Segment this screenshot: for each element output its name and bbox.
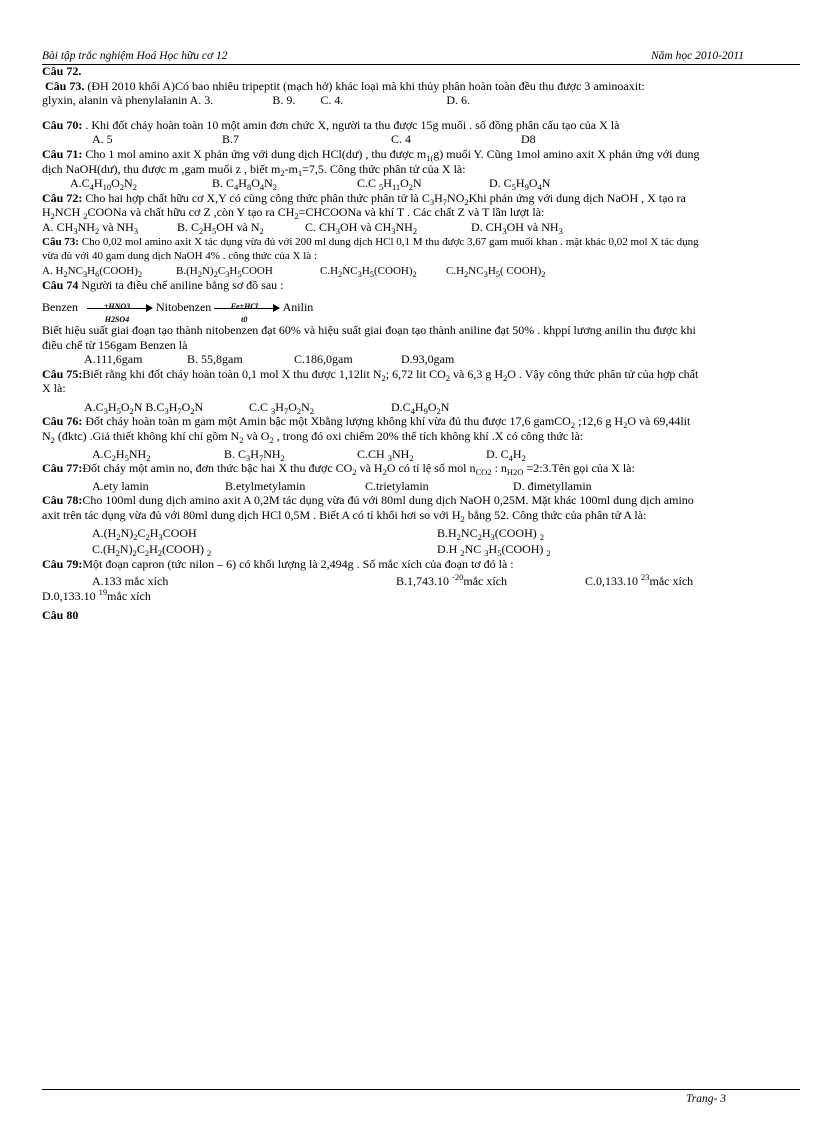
question-72-heading: Câu 72. — [42, 64, 82, 78]
reaction-arrow-2: Fe+HCl t0 — [214, 301, 280, 315]
question-74-body: Biết hiệu suất giai đoạn tạo thành nitobenzen đạt 60% và hiệu suất giai đoạn tạo thành aniline đạt 50% . khppí lương anilin thu được khi điều chế từ 156gam Benzen là — [42, 322, 696, 352]
question-77-options: A.ety lamin B.etylmetylamin C.trietylamin D. đimetyllamin — [92, 478, 592, 493]
question-76-options: $A.C_2H_5NH_2$ B. $C_3H_7NH_2$ C.CH $_3NH_2$ D. $C_4H_2$ — [92, 446, 526, 463]
question-75: Câu 75:Biết rằng khi đốt cháy hoàn toàn 0,1 mol X thu được 1,12lit $N_2$; 6,72 lit $CO_2$ và 6,3 g $H_2O$ . Vậy công thức phân tử của hợp chất X là: — [42, 366, 699, 396]
question-78-options-row1: $A.(H_2N)_2C_2H_3COOH$ $B.H_2NC_2H_3(COOH)$ $_2$ — [92, 525, 545, 542]
header-title: Bài tập trắc nghiệm Hoá Học hữu cơ 12 — [42, 50, 228, 62]
question-73b-options: A. $H_2NC_3H_6(COOH)_2$ $B.(H_2N)_2C_3H_5COOH$ $C.H_2NC_3H_5(COOH)_2$ $C.H_2NC_3H_5$( $COOH)_2$ — [42, 264, 546, 279]
question-70: Câu 70: . Khi đốt cháy hoàn toàn 10 một amin đơn chức X, người ta thu được 15g muối . số đồng phân cấu tạo của X là — [42, 117, 620, 132]
question-73: Câu 73. (ĐH 2010 khối A)Có bao nhiêu tripeptit (mạch hở) khác loại mà khi thủy phân hoàn toàn đều thu được 3 aminoaxit: glyxin, alanin và phenylalanin A. 3. B. 9. C. 4. D. 6. — [42, 78, 645, 108]
header-year: Năm học 2010-2011 — [651, 50, 745, 62]
page-header — [42, 50, 800, 65]
question-73b: Câu 73: Cho 0,02 mol amino axit X tác dụng vừa đủ với 200 ml dung dịch HCl 0,1 M thu được 3,67 gam muối khan . mặt khác 0,02 mol X tác dụng vừa đủ với 40 gam dung dịch NaOH 4% . công thức của X là : — [42, 235, 699, 263]
question-list — [42, 64, 800, 622]
footer-divider — [42, 1089, 800, 1090]
question-74: Câu 74 Người ta điều chế aniline bằng sơ đồ sau : — [42, 278, 284, 293]
question-78: Câu 78:Cho 100ml dung dịch amino axit A 0,2M tác dụng vừa đủ với 80ml dung dịch NaOH 0,25M. Mặt khác 100ml dung dịch amino axit trên tác dụng vừa đủ với 80ml dung dịch HCl 0,5M . Biết A có tỉ khối hơi so với $H_2$ bằng 52. Công thức của phân tử A là: — [42, 493, 694, 525]
page-number: Trang- 3 — [686, 1093, 726, 1105]
question-79-option-d: D.0,133.10 $^{19}$mắc xích — [42, 587, 151, 603]
question-79-options: A.133 mắc xích B.1,743.10 $^{-20}$mắc xích C.0,133.10 $^{23}$mắc xích — [92, 572, 694, 589]
question-71-options: $A.C_4H_{10}O_2N_2$ B. $C_4H_8O_4N_2$ C.C $_5H_{11}O_2N$ D. $C_5H_9O_4N$ — [70, 176, 551, 193]
question-76: Câu 76: Đốt cháy hoàn toàn m gam một Amin bậc một Xbằng lượng không khí vừa đủ thu được 17,6 gamCO$_2$ ;12,6 g $H_2O$ và 69,44lit $N_2$ (đktc) .Giả thiết không khí chỉ gồm $N_2$ và $O_2$ , trong đó oxi chiếm 20% thể tích không khí .X có công thức là: — [42, 414, 691, 446]
question-77: Câu 77:Đốt cháy một amin no, đơn thức bậc hai X thu được $CO_2$ và $H_2O$ có tỉ lệ số mol $n_{CO2}$ : $n_{H2O}$ =2:3.Tên gọi của X là: — [42, 461, 635, 478]
question-78-options-row2: $C.(H_2N)_2C_2H_2(COOH)$ $_2$ D.H $_2$NC $_3H_5(COOH)$ $_2$ — [92, 542, 551, 559]
question-80-heading: Câu 80 — [42, 607, 79, 622]
scheme-nitrobenzen: Nitobenzen — [155, 299, 212, 314]
question-71: Câu 71: Cho 1 mol amino axit X phản ứng với dung dịch HCl(dư) , thu được $m_{1(}g$) muối Y. Cũng 1mol amino axit X phản ứng với dung dịch NaOH(dư), thu được m ,gam muối z , biết $m_2-m_1=7,5$. Công thức phân tử của X là: — [42, 146, 700, 178]
reaction-arrow-1: +HNO3 H2SO4 — [87, 301, 153, 315]
reaction-scheme — [42, 297, 800, 325]
question-74-options: A.111,6gam B. 55,8gam C.186,0gam D.93,0gam — [84, 352, 455, 367]
question-75-options: $A.C_3H_5O_2N$ $B.C_3H_7O_2N$ C.C $_3H_7O_2N_2$ $D.C_4H_9O_2N$ — [84, 399, 450, 416]
question-72-options: A. $CH_3NH_2$ và $NH_3$ B. $C_2H_5OH$ và $N_2$ C. $CH_3OH$ và $CH_3NH_2$ D. $CH_3OH$ và $NH_3$ — [42, 219, 563, 236]
question-70-options: A. 5 B.7 C. 4 D8 — [92, 132, 536, 147]
question-79: Câu 79:Một đoạn capron (tức nilon – 6) có khối lượng là 2,494g . Số mắc xích của đoạn tơ đó là : — [42, 556, 514, 571]
scheme-benzen: Benzen — [42, 299, 78, 314]
question-72: Câu 72: Cho hai hợp chất hữu cơ X,Y có cùng công thức phân thức phân tử là $C_3H_7NO_2Khi$ phản ứng với dung dịch NaOH , X tạo ra $H_2NCH$ $_2$COONa và chất hữu cơ Z ,còn Y tạo ra $CH_2=CHCOONa$ và khí T . Các chất Z và T lần lượt là: — [42, 190, 686, 222]
scheme-anilin: Anilin — [282, 299, 314, 314]
